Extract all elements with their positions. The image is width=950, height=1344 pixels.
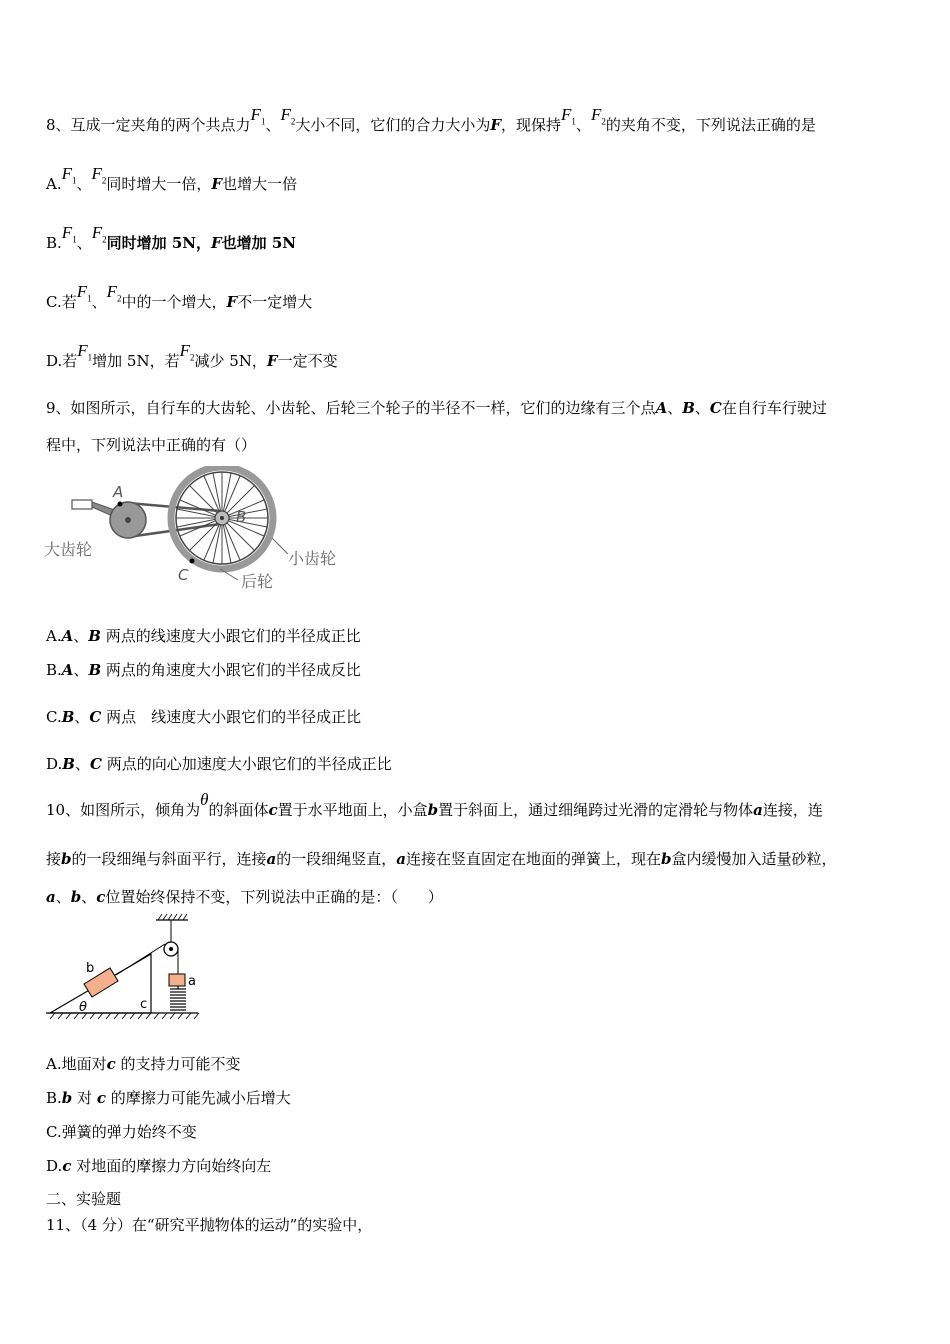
f2-symbol: $F_2$ (590, 105, 606, 127)
q11-stem: 11、（4 分）在“研究平抛物体的运动”的实验中， (46, 1216, 373, 1234)
incline-figure (44, 912, 204, 1027)
label-a: A (113, 483, 124, 501)
q10-stem-line3: a、b、c位置始终保持不变，下列说法中正确的是：（ ） (46, 888, 443, 906)
q9-option-d: D.B、C 两点的向心加速度大小跟它们的半径成正比 (46, 755, 392, 773)
point-a (118, 502, 123, 507)
block-a (169, 974, 185, 986)
label-b: B (236, 508, 247, 526)
q9-stem-line2: 程中，下列说法中正确的有（） (46, 436, 257, 454)
q8-option-b: $B.F_1$、$F_2$同时增加 5N，F也增加 5N (46, 223, 296, 252)
q8-stem: 8、互成一定夹角的两个共点力$F_1$、$F_2$大小不同，它们的合力大小为F，现保持$F_1$、$F_2$的夹角不变，下列说法正确的是 (46, 105, 816, 134)
spring (170, 986, 186, 1010)
pedal (72, 500, 92, 509)
label-c: C (178, 566, 189, 584)
label-big-gear: 大齿轮 (44, 540, 93, 559)
q9-option-a: A.A、B 两点的线速度大小跟它们的半径成正比 (46, 627, 361, 645)
q8-option-c: C.若$F_1$、$F_2$中的一个增大，F不一定增大 (46, 282, 313, 311)
fig-label-theta: θ (79, 1000, 87, 1015)
f1-symbol: $F_1$ (561, 105, 576, 127)
fig-label-a: a (188, 974, 196, 989)
q10-stem-line1: 10、如图所示，倾角为θ的斜面体c置于水平地面上，小盒b置于斜面上，通过细绳跨过光滑的定滑轮与物体a连接，连 (46, 790, 823, 819)
q8-option-a: $A.F_1$、$F_2$同时增大一倍，F也增大一倍 (46, 164, 298, 193)
q9-option-c: C.B、C 两点 线速度大小跟它们的半径成正比 (46, 708, 362, 726)
q9-option-b: B.A、B 两点的角速度大小跟它们的半径成反比 (46, 661, 361, 679)
q10-option-d: D.c 对地面的摩擦力方向始终向左 (46, 1157, 272, 1175)
q10-option-c: C.弹簧的弹力始终不变 (46, 1123, 197, 1141)
q9-stem-line1: 9、如图所示，自行车的大齿轮、小齿轮、后轮三个轮子的半径不一样，它们的边缘有三个点A、B、C在自行车行驶过 (46, 399, 827, 417)
point-c (190, 559, 195, 564)
fig-label-b: b (86, 961, 95, 976)
q10-stem-line2: 接b的一段细绳与斜面平行，连接a的一段细绳竖直，a连接在竖直固定在地面的弹簧上，现在b盒内缓慢加入适量砂粒， (46, 850, 837, 868)
f1-symbol: $F_1$ (250, 105, 266, 127)
q8-option-d: D.若$F_1$增加 5N，若$F_2$减少 5N，F一定不变 (46, 341, 338, 370)
q10-option-b: B.b 对 c 的摩擦力可能先减小后增大 (46, 1089, 291, 1107)
bicycle-figure (40, 466, 350, 596)
fig-label-c: c (140, 997, 148, 1012)
q10-option-a: A.地面对c 的支持力可能不变 (46, 1055, 241, 1073)
label-rear-wheel: 后轮 (241, 572, 274, 591)
label-small-gear: 小齿轮 (288, 549, 337, 568)
f2-symbol: $F_2$ (280, 105, 296, 127)
section-heading: 二、实验题 (46, 1190, 122, 1208)
